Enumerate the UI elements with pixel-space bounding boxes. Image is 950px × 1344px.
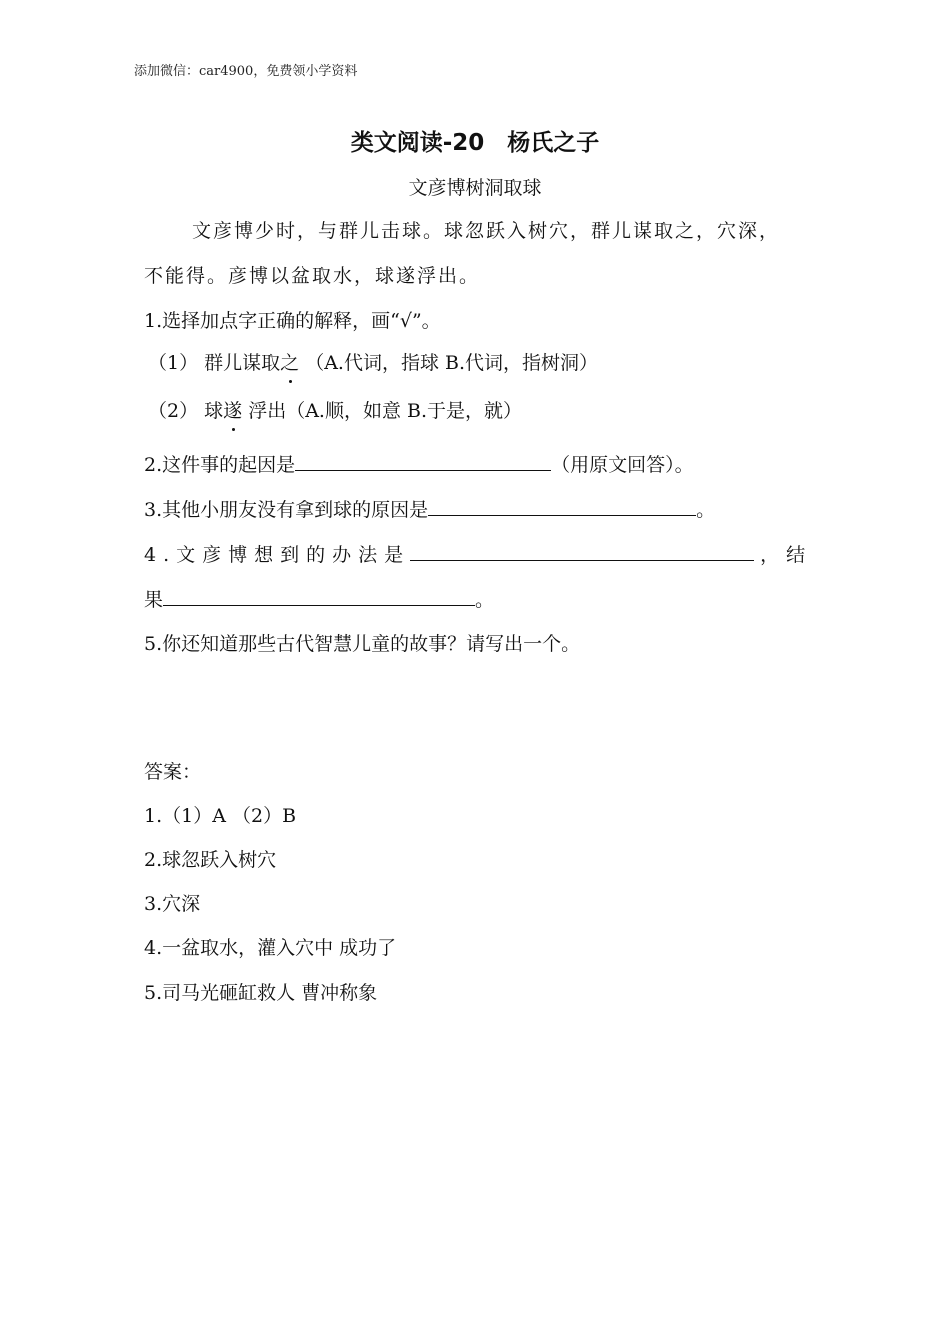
answer-4: 4.一盆取水，灌入穴中 成功了 <box>144 937 397 959</box>
page-title: 类文阅读-20 杨氏之子 <box>350 130 600 156</box>
answer-blank-4b[interactable] <box>163 587 475 606</box>
question-1-2-options: 浮出（A.顺，如意 B.于是，就） <box>242 400 522 422</box>
question-4-suffix: 。 <box>475 589 495 611</box>
question-1-2 <box>148 396 522 423</box>
question-4-line2-prefix: 果 <box>144 589 164 611</box>
question-5: 5.你还知道那些古代智慧儿童的故事？请写出一个。 <box>144 633 581 655</box>
answer-2: 2.球忽跃入树穴 <box>144 849 277 871</box>
answer-blank-3[interactable] <box>428 497 696 516</box>
dotted-char-zhi: 之 <box>280 348 299 375</box>
answers-heading: 答案： <box>144 761 202 783</box>
answer-blank-2[interactable] <box>295 452 551 471</box>
watermark: 添加微信：car4900，免费领小学资料 <box>134 64 358 79</box>
question-1: 1.选择加点字正确的解释，画“√”。 <box>144 310 441 332</box>
answer-5: 5.司马光砸缸救人 曹冲称象 <box>144 982 378 1004</box>
question-4-mid: ，结 <box>760 544 813 566</box>
question-2-prefix: 2.这件事的起因是 <box>144 454 296 476</box>
passage-title: 文彦博树洞取球 <box>408 177 542 199</box>
question-1-1-prefix: （1） 群儿谋取 <box>148 352 281 374</box>
question-1-2-prefix: （2） 球 <box>148 400 224 422</box>
question-3-suffix: 。 <box>696 499 716 521</box>
question-3-prefix: 3.其他小朋友没有拿到球的原因是 <box>144 499 429 521</box>
question-1-1-options: （A.代词，指球 B.代词，指树洞） <box>299 352 598 374</box>
passage-line-1: 文彦博少时，与群儿击球。球忽跃入树穴，群儿谋取之，穴深， <box>192 220 781 242</box>
question-4 <box>144 540 812 567</box>
question-2-suffix: （用原文回答）。 <box>551 454 694 476</box>
answer-3: 3.穴深 <box>144 893 201 915</box>
passage-line-2: 不能得。彦博以盆取水，球遂浮出。 <box>144 265 481 287</box>
question-4-line-2 <box>144 585 494 612</box>
question-4-prefix: 4.文彦博想到的办法是 <box>144 544 411 566</box>
dotted-char-sui: 遂 <box>223 396 242 423</box>
answer-blank-4a[interactable] <box>410 542 754 561</box>
answer-1: 1.（1）A （2）B <box>144 805 297 827</box>
question-1-1 <box>148 348 598 375</box>
question-2 <box>144 450 694 477</box>
question-3 <box>144 495 715 522</box>
